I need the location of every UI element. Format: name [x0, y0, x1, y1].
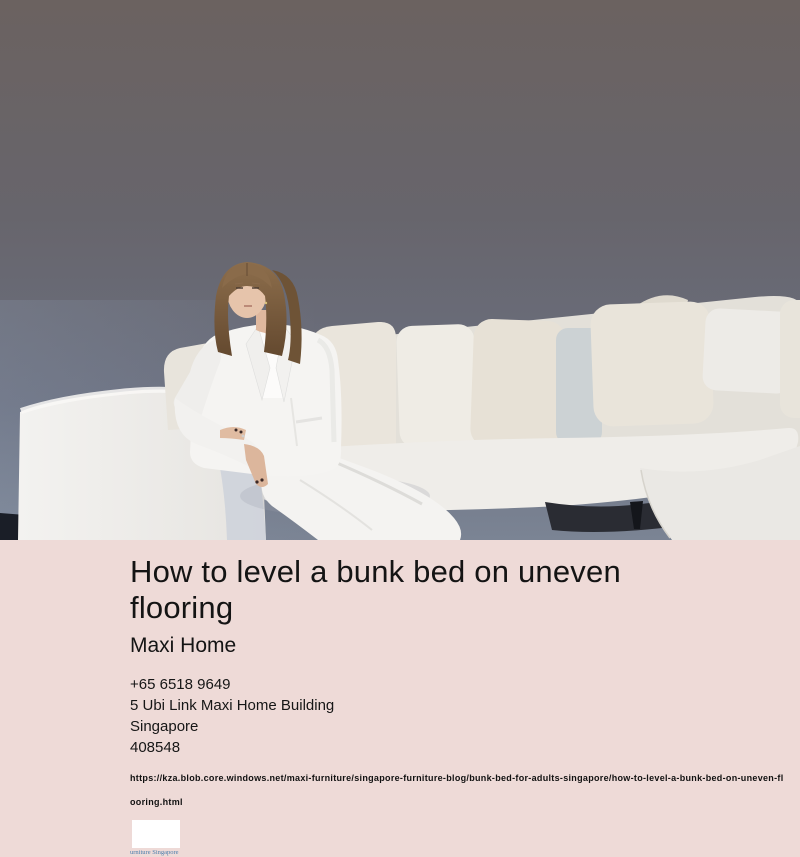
logo-caption: urniture Singapore: [130, 849, 179, 856]
contact-block: [130, 674, 704, 758]
address-line: 5 Ubi Link Maxi Home Building: [130, 697, 335, 714]
article-content: [0, 540, 800, 856]
page-url: https://kza.blob.core.windows.net/maxi-furniture/singapore-furniture-blog/bunk-bed-for-adults-singapore/how-to-level-a-bunk-bed-on-uneven-flooring.html: [130, 773, 784, 807]
logo-thumbnail: [130, 820, 180, 856]
phone-number: +65 6518 9649: [130, 676, 231, 693]
company-name: Maxi Home: [130, 634, 237, 657]
postal-code: 408548: [130, 739, 181, 756]
address-city: Singapore: [130, 718, 199, 735]
page-title: How to level a bunk bed on uneven flooring: [130, 554, 621, 625]
earring: [265, 302, 267, 304]
